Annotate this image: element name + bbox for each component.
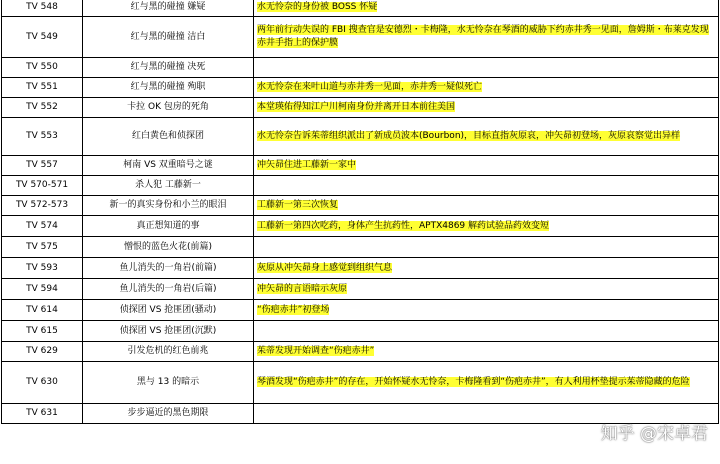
highlighted-description: 琴酒发现“伤疤赤井”的存在，开始怀疑水无怜奈，卡梅隆看到“伤疤赤井”，有人利用杯垫提示茱蒂隐藏的危险 bbox=[257, 377, 690, 387]
description-cell bbox=[254, 279, 719, 300]
description-cell bbox=[254, 0, 719, 17]
highlighted-description: 本堂瑛佑得知江户川柯南身份并离开日本前往美国 bbox=[257, 102, 456, 112]
episode-cell: TV 630 bbox=[2, 362, 83, 404]
table-row bbox=[2, 156, 719, 176]
title-cell: 黑与 13 的暗示 bbox=[83, 362, 254, 404]
title-cell: 鱼儿消失的一角岩(后篇) bbox=[83, 279, 254, 300]
episode-cell: TV 549 bbox=[2, 17, 83, 58]
title-cell: 新一的真实身份和小兰的眼泪 bbox=[83, 196, 254, 216]
highlighted-description: 冲矢昴的言语暗示灰原 bbox=[257, 283, 348, 294]
table-row bbox=[2, 78, 719, 98]
episode-cell: TV 614 bbox=[2, 300, 83, 321]
table-row bbox=[2, 279, 719, 300]
episode-cell: TV 548 bbox=[2, 0, 83, 17]
episode-cell: TV 594 bbox=[2, 279, 83, 300]
table-row bbox=[2, 321, 719, 342]
table-row bbox=[2, 342, 719, 362]
description-cell bbox=[254, 258, 719, 279]
episode-cell: TV 570-571 bbox=[2, 176, 83, 196]
description-cell bbox=[254, 176, 719, 196]
title-cell: 柯南 VS 双重暗号之谜 bbox=[83, 156, 254, 176]
description-cell bbox=[254, 237, 719, 258]
title-cell: 红与黑的碰撞 殉职 bbox=[83, 78, 254, 98]
episode-cell: TV 631 bbox=[2, 404, 83, 424]
title-cell: 红白黄色和侦探团 bbox=[83, 118, 254, 156]
episode-cell: TV 574 bbox=[2, 216, 83, 237]
description-cell bbox=[254, 58, 719, 78]
episode-cell: TV 553 bbox=[2, 118, 83, 156]
highlighted-description: “伤疤赤井”初登场 bbox=[257, 304, 330, 315]
description-cell bbox=[254, 196, 719, 216]
highlighted-description: 水无怜奈的身份被 BOSS 怀疑 bbox=[257, 1, 378, 12]
table-row bbox=[2, 258, 719, 279]
table-row bbox=[2, 237, 719, 258]
highlighted-description: 水无怜奈在来叶山道与赤井秀一见面，赤井秀一疑似死亡 bbox=[257, 82, 483, 92]
table-row bbox=[2, 196, 719, 216]
title-cell: 红与黑的碰撞 决死 bbox=[83, 58, 254, 78]
episode-table-body bbox=[2, 0, 719, 424]
description-cell bbox=[254, 17, 719, 58]
table-row bbox=[2, 216, 719, 237]
title-cell: 侦探团 VS 抢匪团(沉默) bbox=[83, 321, 254, 342]
watermark: 知乎 @宋卓君 bbox=[600, 424, 708, 444]
table-row bbox=[2, 98, 719, 118]
description-cell bbox=[254, 118, 719, 156]
description-cell bbox=[254, 362, 719, 404]
title-cell: 步步逼近的黑色期限 bbox=[83, 404, 254, 424]
title-cell: 憎恨的蓝色火花(前篇) bbox=[83, 237, 254, 258]
episode-cell: TV 551 bbox=[2, 78, 83, 98]
table-row bbox=[2, 58, 719, 78]
description-cell bbox=[254, 216, 719, 237]
description-cell bbox=[254, 78, 719, 98]
episode-cell: TV 550 bbox=[2, 58, 83, 78]
highlighted-description: 冲矢昴住进工藤新一家中 bbox=[257, 160, 357, 170]
title-cell: 红与黑的碰撞 洁白 bbox=[83, 17, 254, 58]
episode-cell: TV 575 bbox=[2, 237, 83, 258]
description-cell bbox=[254, 321, 719, 342]
description-cell bbox=[254, 342, 719, 362]
table-row bbox=[2, 17, 719, 58]
highlighted-description: 灰原从冲矢昴身上感觉到组织气息 bbox=[257, 262, 393, 273]
title-cell: 红与黑的碰撞 嫌疑 bbox=[83, 0, 254, 17]
episode-cell: TV 557 bbox=[2, 156, 83, 176]
highlighted-description: 工藤新一第三次恢复 bbox=[257, 200, 339, 210]
table-row bbox=[2, 300, 719, 321]
title-cell: 引发危机的红色前兆 bbox=[83, 342, 254, 362]
highlighted-description: 工藤新一第四次吃药，身体产生抗药性，APTX4869 解药试验品药效变短 bbox=[257, 220, 550, 231]
highlighted-description: 茱蒂发现开始调查“伤疤赤井” bbox=[257, 346, 375, 356]
title-cell: 鱼儿消失的一角岩(前篇) bbox=[83, 258, 254, 279]
title-cell: 卡拉 OK 包房的死角 bbox=[83, 98, 254, 118]
title-cell: 侦探团 VS 抢匪团(骚动) bbox=[83, 300, 254, 321]
description-cell bbox=[254, 98, 719, 118]
table-row bbox=[2, 362, 719, 404]
table-row bbox=[2, 176, 719, 196]
title-cell: 真正想知道的事 bbox=[83, 216, 254, 237]
episode-cell: TV 593 bbox=[2, 258, 83, 279]
episode-cell: TV 552 bbox=[2, 98, 83, 118]
table-row bbox=[2, 118, 719, 156]
highlighted-description: 水无怜奈告诉茱蒂组织派出了新成员波本(Bourbon)，目标直指灰原哀，冲矢昴初登场，灰原哀察觉出异样 bbox=[257, 131, 681, 141]
highlighted-description: 两年前行动失误的 FBI 搜查官是安德烈・卡梅隆，水无怜奈在琴酒的威胁下约赤井秀一见面，詹姆斯・布莱克发现赤井手指上的保护膜 bbox=[257, 25, 709, 48]
table-row bbox=[2, 0, 719, 17]
episode-cell: TV 629 bbox=[2, 342, 83, 362]
description-cell bbox=[254, 300, 719, 321]
episode-table bbox=[1, 0, 719, 424]
description-cell bbox=[254, 156, 719, 176]
title-cell: 杀人犯 工藤新一 bbox=[83, 176, 254, 196]
episode-cell: TV 615 bbox=[2, 321, 83, 342]
episode-cell: TV 572-573 bbox=[2, 196, 83, 216]
